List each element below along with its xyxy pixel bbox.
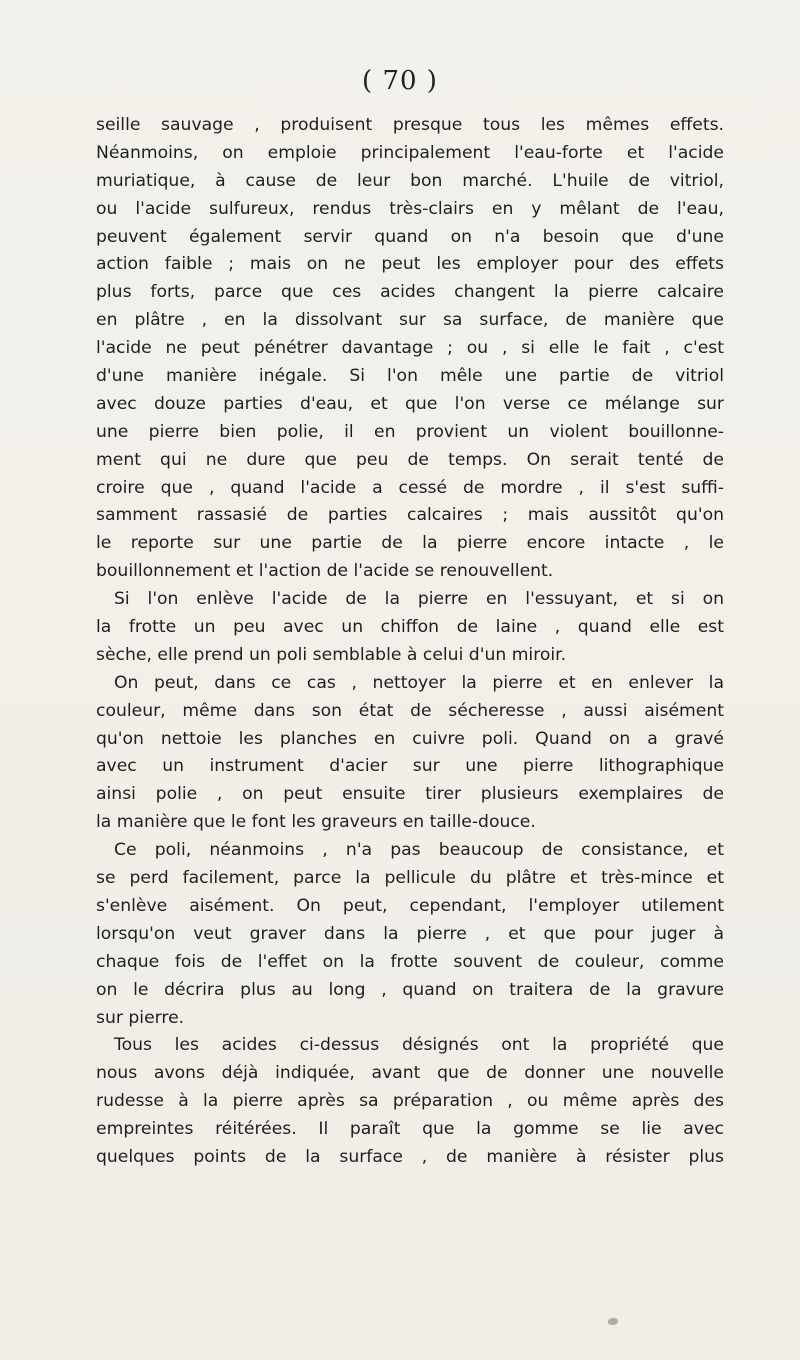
text-line: samment rassasié de parties calcaires ; mais aussitôt qu'on xyxy=(96,505,724,526)
text-line: quelques points de la surface , de manière à résister plus xyxy=(96,1146,724,1167)
text-line: nous avons déjà indiquée, avant que de donner une nouvelle xyxy=(96,1063,724,1084)
text-line: muriatique, à cause de leur bon marché. L'huile de vitriol, xyxy=(96,170,724,191)
text-line: ou l'acide sulfureux, rendus très-clairs en y mêlant de l'eau, xyxy=(96,198,724,219)
text-line: s'enlève aisément. On peut, cependant, l'employer utilement xyxy=(96,895,724,916)
text-line: ainsi polie , on peut ensuite tirer plusieurs exemplaires de xyxy=(96,784,724,805)
text-line: seille sauvage , produisent presque tous les mêmes effets. xyxy=(96,115,724,135)
text-line: d'une manière inégale. Si l'on mêle une partie de vitriol xyxy=(96,366,724,387)
text-line: action faible ; mais on ne peut les employer pour des effets xyxy=(96,254,724,275)
text-line: croire que , quand l'acide a cessé de mordre , il s'est suffi- xyxy=(96,477,724,498)
text-line: sèche, elle prend un poli semblable à celui d'un miroir. xyxy=(96,644,567,665)
text-line: empreintes réitérées. Il paraît que la gomme se lie avec xyxy=(96,1119,724,1140)
ink-smudge xyxy=(608,1318,618,1325)
text-line: l'acide ne peut pénétrer davantage ; ou , si elle le fait , c'est xyxy=(96,338,724,359)
text-line: Ce poli, néanmoins , n'a pas beaucoup de consistance, et xyxy=(114,840,724,861)
text-line: avec douze parties d'eau, et que l'on verse ce mélange sur xyxy=(96,393,724,414)
text-line: Néanmoins, on emploie principalement l'eau-forte et l'acide xyxy=(96,142,724,163)
text-line: la manière que le font les graveurs en taille-douce. xyxy=(96,812,536,833)
text-line: rudesse à la pierre après sa préparation , ou même après des xyxy=(96,1091,724,1112)
text-line: peuvent également servir quand on n'a besoin que d'une xyxy=(96,226,724,247)
text-line: on le décrira plus au long , quand on traitera de la gravure xyxy=(96,979,724,1000)
text-line: Tous les acides ci-dessus désignés ont la propriété que xyxy=(114,1035,724,1056)
text-line: couleur, même dans son état de sécheresse , aussi aisément xyxy=(96,700,724,721)
text-line: ment qui ne dure que peu de temps. On serait tenté de xyxy=(96,449,724,470)
text-line: chaque fois de l'effet on la frotte souvent de couleur, comme xyxy=(96,951,724,972)
text-line: On peut, dans ce cas , nettoyer la pierre et en enlever la xyxy=(114,672,724,693)
text-line: se perd facilement, parce la pellicule du plâtre et très-mince et xyxy=(96,868,724,889)
text-line: plus forts, parce que ces acides changent la pierre calcaire xyxy=(96,282,724,303)
text-line: lorsqu'on veut graver dans la pierre , et que pour juger à xyxy=(96,923,724,944)
text-line: avec un instrument d'acier sur une pierre lithographique xyxy=(96,756,724,777)
text-line: qu'on nettoie les planches en cuivre poli. Quand on a gravé xyxy=(96,728,724,749)
text-line: Si l'on enlève l'acide de la pierre en l'essuyant, et si on xyxy=(114,589,724,610)
text-line: une pierre bien polie, il en provient un violent bouillonne- xyxy=(96,421,724,442)
text-line: en plâtre , en la dissolvant sur sa surface, de manière que xyxy=(96,310,724,331)
text-line: bouillonnement et l'action de l'acide se renouvellent. xyxy=(96,561,554,582)
text-line: la frotte un peu avec un chiffon de laine , quand elle est xyxy=(96,617,724,638)
body-text xyxy=(96,112,724,1172)
text-line: sur pierre. xyxy=(96,1007,185,1028)
text-line: le reporte sur une partie de la pierre encore intacte , le xyxy=(96,533,724,554)
page-number: ( 70 ) xyxy=(362,66,438,96)
